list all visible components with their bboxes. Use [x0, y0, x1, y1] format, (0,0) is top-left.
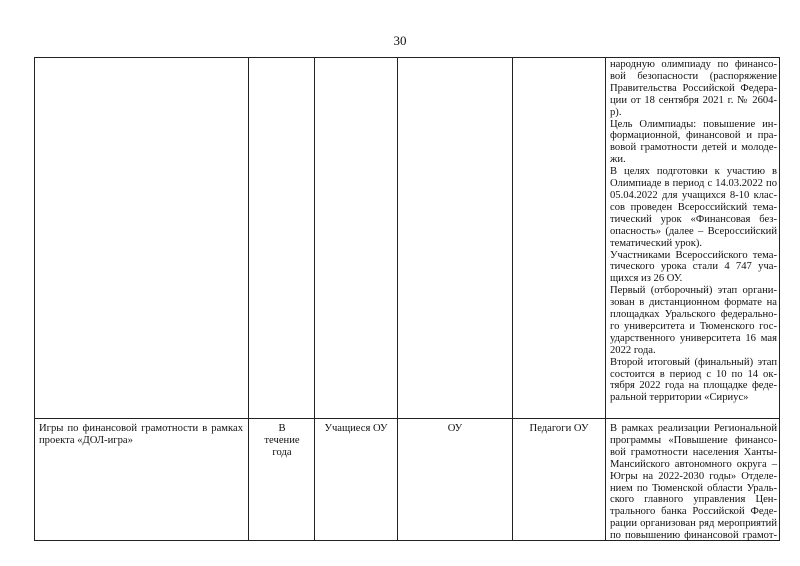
- row2-description-line: вой грамотности населения Ханты-: [610, 446, 777, 458]
- row2-event-line: Игры по финансовой грамотности в рамках: [39, 423, 243, 434]
- row1-description-line: опасность» (далее – Всероссийский: [610, 225, 777, 237]
- row1-description-line: тический урок «Финансовая без-: [610, 213, 777, 225]
- row1-description-line: жи.: [610, 154, 626, 166]
- column-divider: [314, 58, 315, 540]
- row1-description-line: 05.04.2022 для учащихся 8-10 клас-: [610, 189, 777, 201]
- row1-description-line: тического урока стали 4 747 уча-: [610, 261, 777, 273]
- row1-description-line: Участниками Всероссийского тема-: [610, 249, 777, 261]
- column-divider: [397, 58, 398, 540]
- row2-participants-cell: Учащиеся ОУ: [324, 423, 388, 434]
- row2-description-line: Мансийского автономного округа –: [610, 458, 777, 470]
- row1-description-line: Правительства Российской Федера-: [610, 82, 777, 94]
- row1-description-line: народную олимпиаду по финансо-: [610, 59, 777, 70]
- column-divider: [605, 58, 606, 540]
- row1-description-line: ударственного университета 16 мая: [610, 332, 777, 344]
- row1-description-line: формационной, финансовой и пра-: [610, 130, 777, 142]
- row1-description-line: р).: [610, 106, 622, 118]
- activities-table: [34, 57, 780, 541]
- row1-description-line: В целях подготовки к участию в: [610, 166, 777, 178]
- row1-description-line: вой безопасности (распоряжение: [610, 70, 777, 82]
- row2-period-cell: В течение года: [264, 423, 300, 458]
- row2-description-line: по повышению финансовой грамот-: [610, 530, 777, 542]
- row2-organizer-cell: ОУ: [447, 423, 463, 434]
- row2-description-line: рации организован ряд мероприятий: [610, 518, 777, 530]
- row2-description-line: ского главного управления Цен-: [610, 494, 777, 506]
- row1-description-line: Второй итоговый (финальный) этап: [610, 356, 777, 368]
- page-number: 30: [393, 33, 407, 48]
- row1-description-line: площадках Уральского федерально-: [610, 309, 777, 321]
- row1-description-line: ральной территории «Сириус»: [610, 392, 749, 404]
- row1-description-line: ции от 18 сентября 2021 г. № 2604-: [610, 94, 777, 106]
- row2-description-line: программы «Повышение финансо-: [610, 434, 777, 446]
- row1-description-line: вовой грамотности детей и молоде-: [610, 142, 777, 154]
- row1-description-line: го университета и Тюменского гос-: [610, 320, 777, 332]
- row2-event-cell: [39, 423, 243, 447]
- row2-description-line: В рамках реализации Региональной: [610, 423, 777, 434]
- row1-description-cell: [610, 59, 777, 404]
- row2-event-line: проекта «ДОЛ-игра»: [39, 434, 133, 446]
- row1-description-line: Первый (отборочный) этап органи-: [610, 285, 777, 297]
- row1-description-line: тября 2022 года на площадке феде-: [610, 380, 777, 392]
- row1-description-line: тематический урок).: [610, 237, 703, 249]
- row2-description-cell: [610, 423, 777, 542]
- row2-description-line: нием по Тюменской области Ураль-: [610, 482, 777, 494]
- row1-description-line: зован в дистанционном формате на: [610, 297, 777, 309]
- row2-description-line: Югры на 2022-2030 годы» Отделе-: [610, 470, 777, 482]
- row1-description-line: щихся из 26 ОУ.: [610, 273, 683, 285]
- row1-description-line: 2022 года.: [610, 344, 656, 356]
- column-divider: [512, 58, 513, 540]
- row1-description-line: состоится в период с 10 по 14 ок-: [610, 368, 777, 380]
- row1-description-line: сов проведен Всероссийский тема-: [610, 201, 777, 213]
- column-divider: [248, 58, 249, 540]
- row2-description-line: трального банка Российской Феде-: [610, 506, 777, 518]
- row-divider: [35, 418, 779, 419]
- row1-description-line: Олимпиаде в период с 14.03.2022 по: [610, 178, 777, 190]
- row1-description-line: Цель Олимпиады: повышение ин-: [610, 118, 777, 130]
- row2-responsible-cell: Педагоги ОУ: [529, 423, 589, 434]
